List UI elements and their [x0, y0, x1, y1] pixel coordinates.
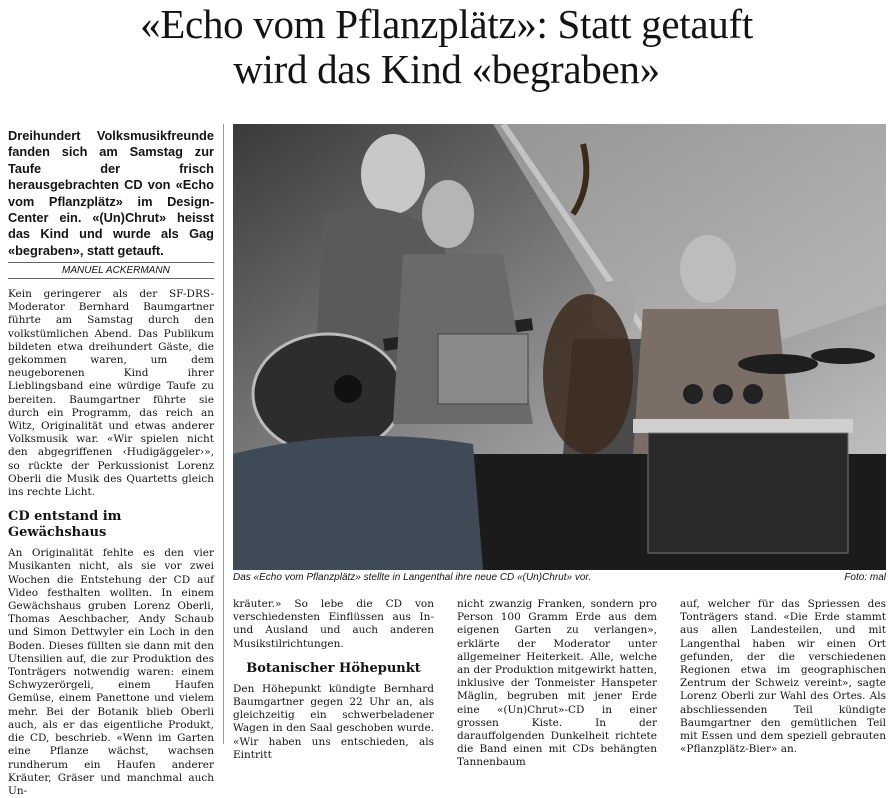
band-photo: [233, 124, 886, 570]
body-paragraph-6: auf, welcher für das Spriessen des Tonträgers stand. «Die Erde stammt aus allen Landesteilen, und mit Langenthal haben wir einen Ort gefunden, der die verschiedenen Regionen etwa im geographischen Zentrum der Schweiz vereint», sagte Lorenz Oberli zur Wahl des Ortes. Als abschliessenden Teil kündigte Baumgartner den gemütlichen Teil mit Essen und dem speziell gebrauten «Pflanzplätz-Bier» an.: [680, 598, 886, 756]
body-paragraph-1: Kein geringerer als der SF-DRS-Moderator Bernhard Baumgartner führte am Samstag durch den volkstümlichen Abend. Das Publikum bildeten etwa dreihundert Gäste, die gekommen waren, um dem neugeborenen Kind ihrer Lieblingsband eine würdige Taufe zu bereiten. Baumgartner führte sie durch ein Programm, das reich an Witz, Originalität und etwas anderer Volksmusik war. «Wir spielen nicht den abgegriffenen ‹Hudigäggeler›», so rückte der Perkussionist Lorenz Oberli die Musik des Quartetts gleich ins rechte Licht.: [8, 288, 214, 499]
band-photo-illustration: [233, 124, 886, 570]
column-2: [233, 598, 434, 762]
photo-caption-text: Das «Echo vom Pflanzplätz» stellte in Langenthal ihre neue CD «(Un)Chrut» vor.: [233, 572, 592, 583]
column-1: [8, 288, 214, 798]
body-paragraph-4: Den Höhepunkt kündigte Bernhard Baumgartner gegen 22 Uhr an, als gleichzeitig ein schwerbeladener Wagen in den Saal geschoben wurde. «Wir haben uns entschieden, als Eintritt: [233, 682, 434, 761]
headline: [0, 2, 893, 92]
headline-line-1: «Echo vom Pflanzplätz»: Statt getauft: [140, 1, 753, 47]
author-byline: MANUEL ACKERMANN: [8, 262, 214, 279]
body-paragraph-2: An Originalität fehlte es den vier Musikanten nicht, als sie vor zwei Wochen die Entstehung der CD auf Video festhalten wollten. In einem Gewächshaus gruben Lorenz Oberli, Thomas Aeschbacher, Andy Schaub und Simon Dettwyler ein Loch in den Boden. Dieses füllten sie dann mit den Utensilien auf, die zur Produktion des Tonträgers notwendig waren: einem Schwyzerörgeli, einem Haufen Gemüse, einem Panettone und vielem mehr. Bei der Botanik blieb Oberli auch, als er das eigentliche Produkt, die CD, beschrieb. «Wenn im Garten eine Pflanze wächst, wachsen rundherum ein Haufen anderer Kräuter, Gräser und manchmal auch Un-: [8, 547, 214, 797]
body-paragraph-5: nicht zwanzig Franken, sondern pro Person 100 Gramm Erde aus dem eigenen Garten zu verlangen», erklärte der Moderator unter allgemeiner Heiterkeit. Alle, welche an der Produktion mitgewirkt hatten, inklusive der Tonmeister Hanspeter Mäglin, begruben mit jener Erde eine «(Un)Chrut»-CD in einer grossen Kiste. In der darauffolgenden Dunkelheit richtete die Band einen mit CDs behängten Tannenbaum: [457, 598, 657, 769]
column-4: [680, 598, 886, 756]
photo-caption: [233, 572, 886, 583]
column-3: [457, 598, 657, 770]
lead-paragraph: Dreihundert Volksmusikfreunde fanden sich am Samstag zur Taufe der frisch herausgebrachten CD von «Echo vom Pflanzplätz» im Design-Center ein. «(Un)Chrut» heisst das Kind und wurde als Gag «begraben», statt getauft.: [8, 128, 214, 258]
photo-credit: Foto: mal: [844, 572, 886, 583]
headline-line-2: wird das Kind «begraben»: [233, 46, 660, 92]
subheading-gewaechshaus: CD entstand im Gewächshaus: [8, 509, 122, 541]
subheading-hoehepunkt: Botanischer Höhepunkt: [246, 660, 421, 676]
column-divider: [223, 124, 224, 744]
body-paragraph-3: kräuter.» So lebe die CD von verschiedensten Einflüssen aus In- und Ausland und auch anderen Musikstilrichtungen.: [233, 598, 434, 650]
